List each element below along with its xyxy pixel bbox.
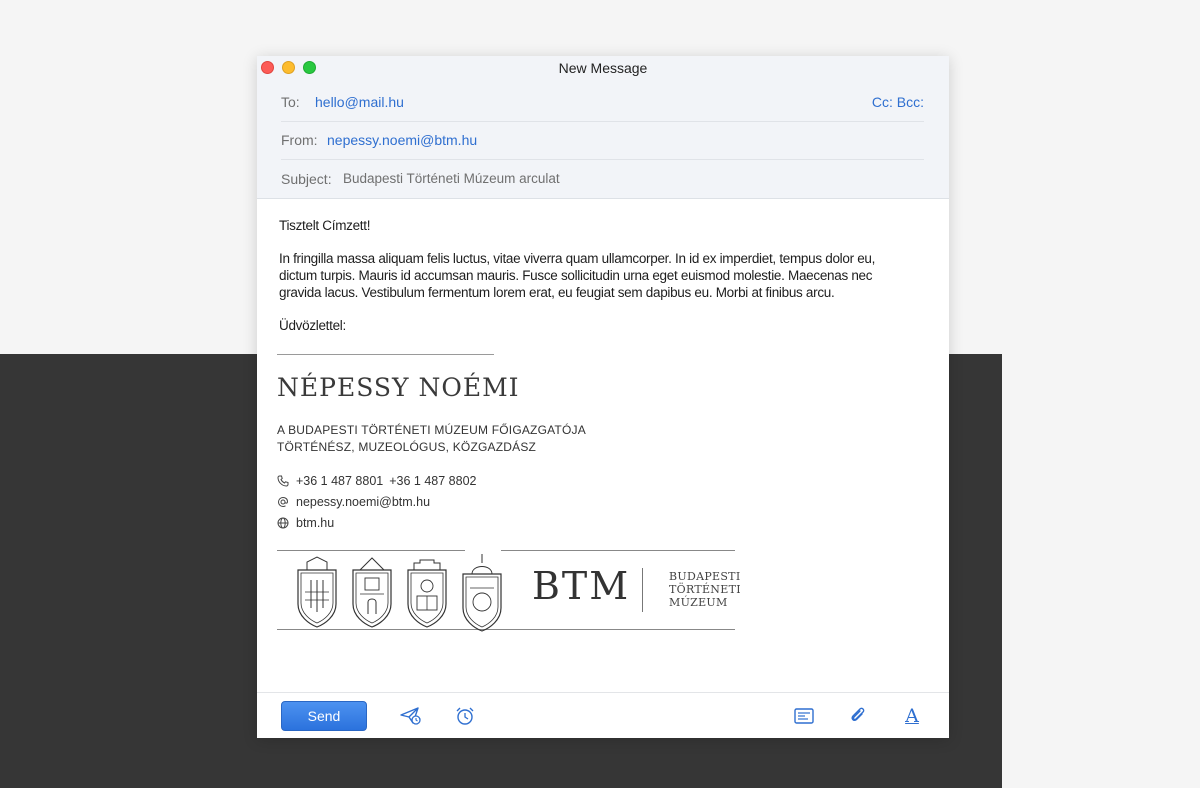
logo-top-rule-right [501,550,735,551]
to-field[interactable] [281,84,924,122]
subject-input[interactable]: Budapesti Történeti Múzeum arculat [343,171,560,186]
signature-name: NÉPESSY NOÉMI [277,373,520,402]
compose-window [257,56,949,738]
phone-icon [277,475,289,487]
signature-role-2: TÖRTÉNÉSZ, MUZEOLÓGUS, KÖZGAZDÁSZ [277,440,537,454]
to-recipient[interactable]: hello@mail.hu [315,94,404,110]
subject-label: Subject: [281,171,332,187]
template-icon[interactable] [792,705,816,727]
crest-icon-1 [295,552,339,628]
logo-text-line-3: MÚZEUM [669,596,728,609]
compose-toolbar [257,692,949,738]
signature-role-1: A BUDAPESTI TÖRTÉNETI MÚZEUM FŐIGAZGATÓJA [277,423,586,437]
from-label: From: [281,132,318,148]
greeting-text: Tisztelt Címzett! [279,218,371,233]
send-button[interactable]: Send [281,701,367,731]
logo-abbreviation: BTM [532,564,631,608]
signature-phone-row [277,473,477,489]
crest-icon-4 [460,552,504,632]
format-text-icon[interactable]: A [905,705,919,727]
message-paragraph: In fringilla massa aliquam felis luctus, vitae viverra quam ullamcorper. In id ex imperdiet, tempus dolor eu, dictum turpis. Mauris id accumsan mauris. Fusce sollicitudin urna eget euismod molestie. Maecenas nec gravida lacus. Vestibulum fermentum lorem erat, eu feugiat sem dapibus eu. Morbi at finibus arcu. [279,251,876,300]
globe-icon [277,517,289,529]
logo-text-line-1: BUDAPESTI [669,570,741,583]
cc-bcc-button[interactable]: Cc: Bcc: [871,94,924,110]
museum-logo [277,548,741,630]
to-label: To: [281,94,300,110]
signature-website-link[interactable]: btm.hu [296,516,335,530]
attachment-icon[interactable] [846,705,870,727]
from-sender[interactable]: nepessy.noemi@btm.hu [327,132,478,148]
at-sign-icon [277,496,289,508]
crest-icon-2 [350,552,394,628]
logo-bottom-rule [277,629,735,630]
phone-number-1[interactable]: +36 1 487 8801 [296,474,384,488]
reminder-icon[interactable] [453,705,477,727]
crest-icon-3 [405,552,449,628]
logo-divider [642,568,643,612]
signature-divider [277,354,494,355]
logo-text-line-2: TÖRTÉNETI [669,583,741,596]
subject-field[interactable] [281,160,924,198]
signature-email-row [277,494,430,510]
phone-number-2[interactable]: +36 1 487 8802 [389,474,477,488]
window-title: New Message [558,60,648,76]
background-right-panel [1002,354,1200,788]
signature-web-row [277,515,334,531]
send-later-icon[interactable] [399,705,423,727]
signature-email-link[interactable]: nepessy.noemi@btm.hu [296,495,431,509]
logo-top-rule-left [277,550,465,551]
from-field[interactable] [281,122,924,160]
closing-text: Üdvözlettel: [279,318,346,333]
compose-header [257,56,949,199]
